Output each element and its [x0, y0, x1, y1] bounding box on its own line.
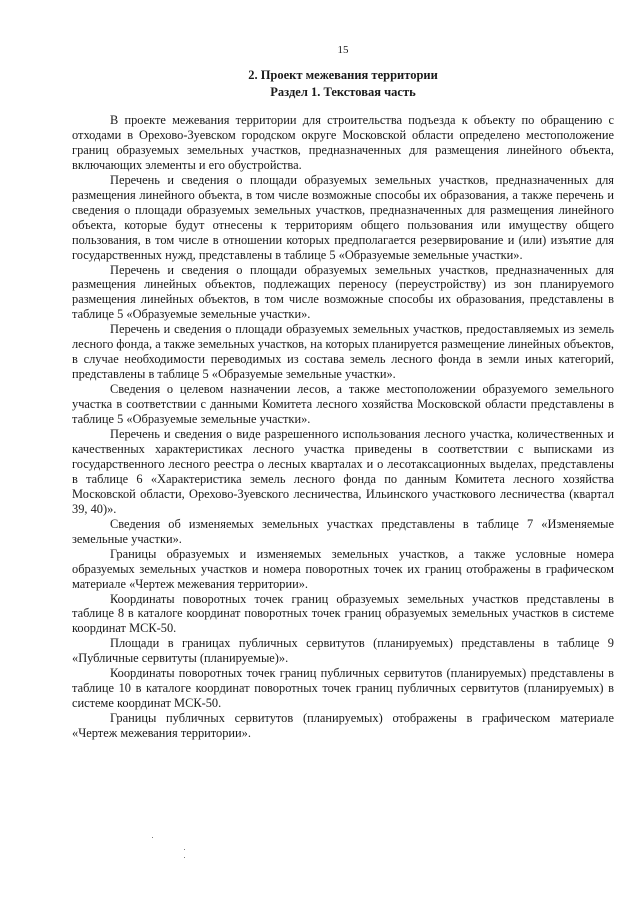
- paragraph-2: Перечень и сведения о площади образуемых земельных участков, предназначенных для размещения линейного объекта, в том числе возможные способы их образования, а также перечень и сведения о площади образуемых земельных участков, предназначенных для размещения линейного объекта, которые будут отнесены к территориям общего пользования или имуществу общего пользования, в том числе в отношении которых предполагается резервирование и (или) изъятие для государственных нужд, представлены в таблице 5 «Образуемые земельные участки».: [72, 172, 614, 262]
- body-text: [72, 113, 614, 741]
- section-subtitle: Раздел 1. Текстовая часть: [270, 85, 416, 99]
- document-page: [72, 0, 614, 905]
- page-number: 15: [337, 44, 349, 56]
- paragraph-12: Границы публичных сервитутов (планируемых) отображены в графическом материале «Чертеж межевания территории».: [72, 711, 614, 741]
- paragraph-6: Перечень и сведения о виде разрешенного использования лесного участка, количественных и качественных характеристиках лесного участка приведены в соответствии с выписками из государственного лесного реестра о лесных кварталах и о лесотаксационных выделах, представлены в таблице 6 «Характеристика земель лесного фонда по данным Комитета лесного хозяйства Московской области, Орехово-Зуевского лесничества, Ильинского участкового лесничества (квартал 39, 40)».: [72, 427, 614, 516]
- paragraph-5: Сведения о целевом назначении лесов, а также местоположении образуемого земельного участка в соответствии с данными Комитета лесного хозяйства Московской области представлены в таблице 5 «Образуемые земельные участки».: [72, 382, 614, 427]
- paragraph-7: Сведения об изменяемых земельных участках представлены в таблице 7 «Изменяемые земельные участки».: [72, 516, 614, 546]
- scan-artifacts: [150, 835, 210, 875]
- paragraph-8: Границы образуемых и изменяемых земельных участков, а также условные номера образуемых земельных участков и номера поворотных точек их границ отображены в графическом материале «Чертеж межевания территории».: [72, 546, 614, 591]
- paragraph-9: Координаты поворотных точек границ образуемых земельных участков представлены в таблице 8 в каталоге координат поворотных точек границ образуемых земельных участков в системе координат МСК-50.: [72, 591, 614, 636]
- paragraph-11: Координаты поворотных точек границ публичных сервитутов (планируемых) представлены в таблице 10 в каталоге координат поворотных точек границ публичных сервитутов (планируемых) в системе координат МСК-50.: [72, 666, 614, 711]
- paragraph-10: Площади в границах публичных сервитутов (планируемых) представлены в таблице 9 «Публичные сервитуты (планируемые)».: [72, 636, 614, 666]
- scan-speck: [184, 849, 185, 850]
- scan-speck: [184, 857, 185, 858]
- paragraph-4: Перечень и сведения о площади образуемых земельных участков, предоставляемых из земель лесного фонда, а также земельных участков, на которых планируется размещение линейных объектов, в случае необходимости переводимых из состава земель лесного фонда в земли иных категорий, представлены в таблице 5 «Образуемые земельные участки».: [72, 322, 614, 382]
- section-title: 2. Проект межевания территории: [248, 68, 438, 82]
- paragraph-3: Перечень и сведения о площади образуемых земельных участков, предназначенных для размещения линейных объектов, подлежащих переносу (переустройству) из зон планируемого размещения линейных объектов, в том числе возможные способы их образования, представлены в таблице 5 «Образуемые земельные участки».: [72, 262, 614, 322]
- paragraph-1: В проекте межевания территории для строительства подъезда к объекту по обращению с отходами в Орехово-Зуевском городском округе Московской области определено местоположение границ образуемых земельных участков, предназначенных для размещения линейного объекта, включающих элементы и его обустройства.: [72, 113, 614, 172]
- scan-speck: [152, 837, 153, 838]
